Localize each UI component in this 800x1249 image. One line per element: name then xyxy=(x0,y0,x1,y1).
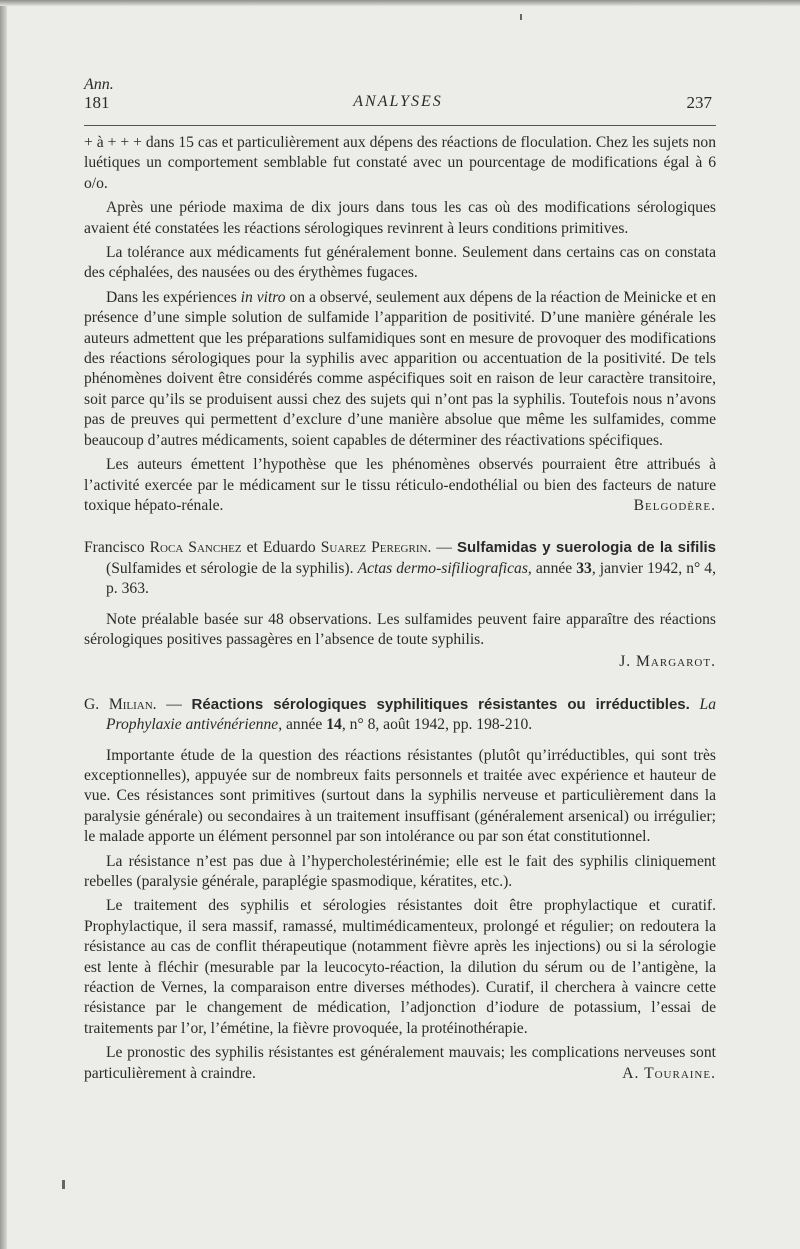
print-speck xyxy=(62,1180,65,1189)
bibliographic-reference xyxy=(84,538,716,599)
author-surname: G. Milian. xyxy=(84,695,157,713)
print-speck xyxy=(520,14,522,20)
journal-name: La Prophylaxie antivénérienne xyxy=(106,695,717,734)
reference-translation: (Sulfamides et sérologie de la syphilis). xyxy=(106,559,358,577)
signature: A. Touraine. xyxy=(622,1064,716,1082)
paragraph-text: Le pronostic des syphilis résistantes est généralement mauvais; les complications nerveuses sont particulièrement à craindre. xyxy=(84,1044,716,1082)
paragraph xyxy=(84,455,716,516)
paragraph: La résistance n’est pas due à l’hypercholestérinémie; elle est le fait des syphilis cliniquement rebelles (paralysie générale, paraplégie spasmodique, kératites, etc.). xyxy=(84,852,716,890)
page-top-edge-shadow xyxy=(0,0,800,6)
paragraph xyxy=(84,1043,716,1084)
header-volume-number: 181 xyxy=(84,93,110,112)
author-surname: Roca Sanchez xyxy=(149,539,242,557)
paragraph: + à + + + dans 15 cas et particulièrement aux dépens des réactions de floculation. Chez les sujets non luétiques un comportement semblable fut constaté avec un pourcentage de modifications égal à 6 o/o. xyxy=(84,134,716,192)
paragraph-text: Dans les expériences xyxy=(106,288,241,306)
dash: — xyxy=(431,539,457,557)
paragraph: Note préalable basée sur 48 observations. Les sulfamides peuvent faire apparaître des réactions sérologiques positives passagères en l’absence de toute syphilis. xyxy=(84,610,716,648)
journal-name: Actas dermo-sifiliograficas xyxy=(357,559,528,577)
reference-text: , année xyxy=(527,559,577,577)
dash: — xyxy=(156,695,192,713)
italic-term: in vitro xyxy=(240,288,286,306)
paragraph-text: on a observé, seulement aux dépens de la réaction de Meinicke et en présence d’une simple solution de sulfamide l’apparition de positivité. D’une manière générale les auteurs admettent que les préparations sulfamidiques sont en mesure de provoquer des modifications des réactions sérologiques pour la syphilis avec apparition ou accentuation de la positivité. De tels phénomènes doivent être considérés comme aspécifiques soit en raison de leur caractère transitoire, soit parce qu’ils se produisent aussi chez des sujets qui n’ont pas la syphilis. Toutefois nous n’avons pas de preuves qui permettent d’exclure d’une manière absolue que même les sulfamides, comme beaucoup d’autres médicaments, soient capables de déterminer des réactivations spécifiques. xyxy=(84,288,717,449)
author-name: et Eduardo xyxy=(241,539,321,557)
volume-number: 14 xyxy=(326,716,342,734)
reference-text: , année xyxy=(278,716,327,734)
volume-number: 33 xyxy=(576,559,592,577)
header-rule xyxy=(84,125,716,126)
reference-details: , n° 8, août 1942, pp. 198-210. xyxy=(341,716,533,734)
reference-details: , janvier 1942, n° 4, p. 363. xyxy=(106,559,716,598)
reference-title: Sulfamidas y suerologia de la sifilis xyxy=(456,539,717,557)
page-left-edge-shadow xyxy=(0,0,7,1249)
bibliographic-reference xyxy=(84,695,716,736)
author-name: Francisco xyxy=(84,539,150,557)
paragraph: Le traitement des syphilis et sérologies résistantes doit être prophylactique et curatif. Prophylactique, il sera massif, ramassé, multimédicamenteux, prolongé et régulier; on redoutera la résistance au cas de conflit thérapeutique (notamment fièvre après les injections) ou si la sérologie est lente à fléchir (mesurable par la leucocyto-réaction, la dilution du sérum ou de l’antigène, la réaction de Vernes, la comparaison entre diverses méthodes). Curatif, il cherchera à vaincre cette résistance par le changement de médication, l’adjonction d’iodure de potassium, l’essai de traitements par l’or, l’émétine, la fièvre provoquée, la protéinothérapie. xyxy=(84,897,716,1037)
signature: J. Margarot. xyxy=(619,653,716,671)
paragraph: Importante étude de la question des réactions résistantes (plutôt qu’irréductibles, qui sont très exceptionnelles), appuyée sur de nombreux faits personnels et traitée avec expérience et hauteur de vue. Ces résistances sont primitives (surtout dans la syphilis nerveuse et particulièrement dans la paralysie générale) ou secondaires à un traitement insuffisant (généralement arsenical) ou irrégulier; le malade apporte un élément personnel par son intolérance ou par son état constitutionnel. xyxy=(84,746,716,846)
paragraph: Après une période maxima de dix jours dans tous les cas où des modifications sérologiques avaient été constatées les réactions sérologiques revinrent à leurs conditions primitives. xyxy=(84,199,716,237)
paragraph xyxy=(84,288,716,451)
paragraph-text: Les auteurs émettent l’hypothèse que les phénomènes observés pourraient être attribués à l’activité exercée par le médicament sur le tissu réticulo-endothélial ou bien des facteurs de nature toxique hépato-rénale. xyxy=(84,456,716,514)
running-header xyxy=(84,76,712,122)
header-section-title: ANALYSES xyxy=(353,93,443,110)
signature: Belgodère. xyxy=(633,496,716,514)
author-surname: Suarez Peregrin. xyxy=(320,539,432,557)
paragraph: La tolérance aux médicaments fut généralement bonne. Seulement dans certains cas on constata des céphalées, des nausées ou des érythèmes fugaces. xyxy=(84,244,716,282)
article-body xyxy=(84,133,716,1088)
header-page-number: 237 xyxy=(686,93,712,112)
header-annotation: Ann. xyxy=(84,76,114,93)
reference-title: Réactions sérologiques syphilitiques résistantes ou irréductibles. xyxy=(191,695,690,713)
